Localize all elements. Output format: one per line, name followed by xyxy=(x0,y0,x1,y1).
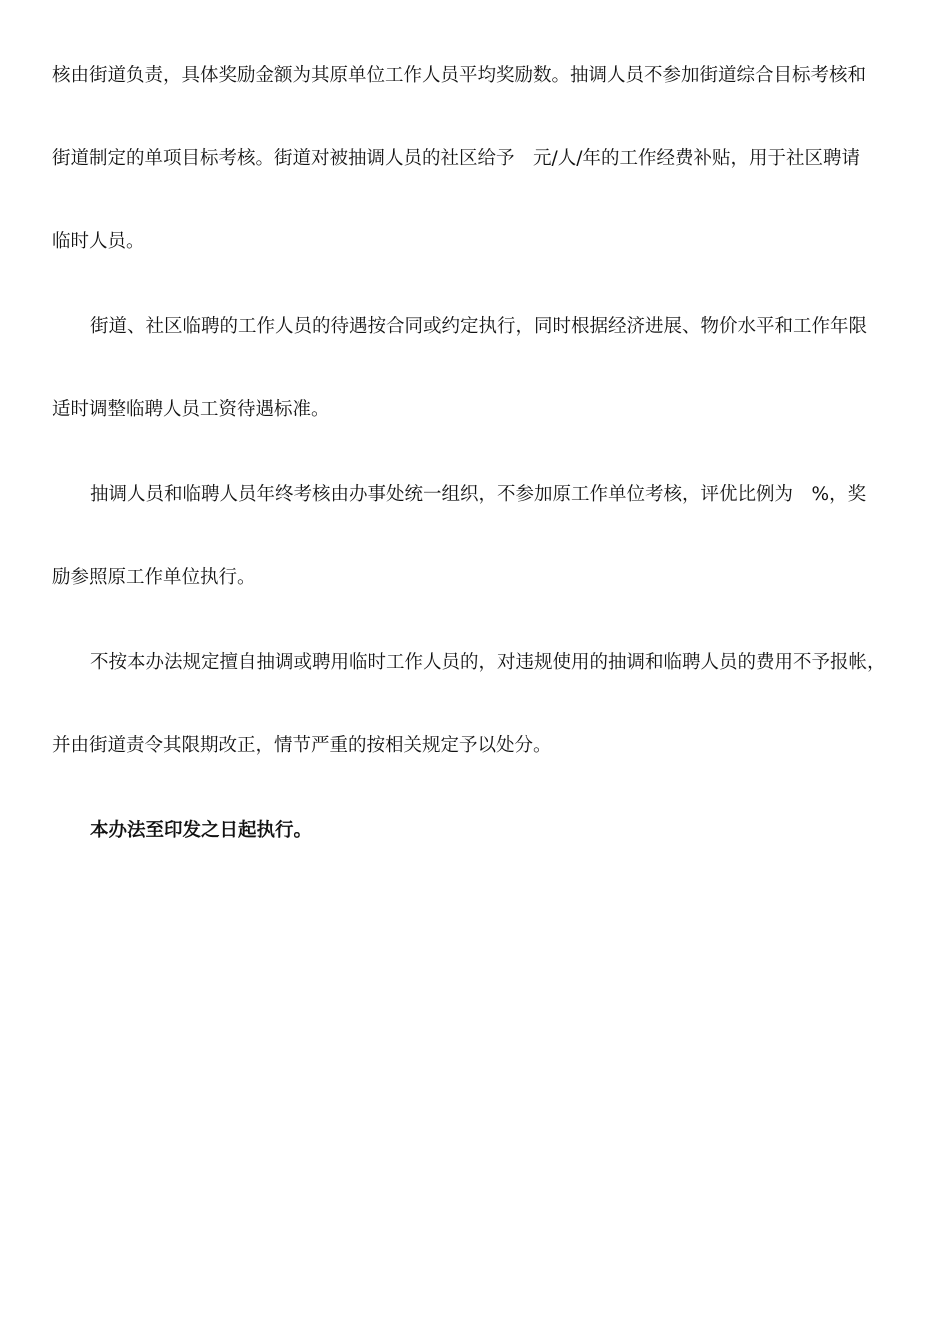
paragraph-line: 街道制定的单项目标考核。街道对被抽调人员的社区给予 元/人/年的工作经费补贴，用于社区聘请 xyxy=(52,148,860,169)
paragraph-line: 并由街道责令其限期改正，情节严重的按相关规定予以处分。 xyxy=(52,735,552,756)
paragraph-line: 街道、社区临聘的工作人员的待遇按合同或约定执行，同时根据经济进展、物价水平和工作年限 xyxy=(90,316,868,337)
closing-statement: 本办法至印发之日起执行。 xyxy=(90,820,313,841)
paragraph-line: 临时人员。 xyxy=(52,231,145,252)
paragraph-line: 核由街道负责，具体奖励金额为其原单位工作人员平均奖励数。抽调人员不参加街道综合目标考核和 xyxy=(52,65,867,86)
paragraph-line: 适时调整临聘人员工资待遇标准。 xyxy=(52,399,330,420)
paragraph-line: 励参照原工作单位执行。 xyxy=(52,567,256,588)
paragraph-line: 抽调人员和临聘人员年终考核由办事处统一组织，不参加原工作单位考核，评优比例为 %，奖 xyxy=(90,484,867,505)
paragraph-line: 不按本办法规定擅自抽调或聘用临时工作人员的，对违规使用的抽调和临聘人员的费用不予报帐， xyxy=(90,652,886,673)
